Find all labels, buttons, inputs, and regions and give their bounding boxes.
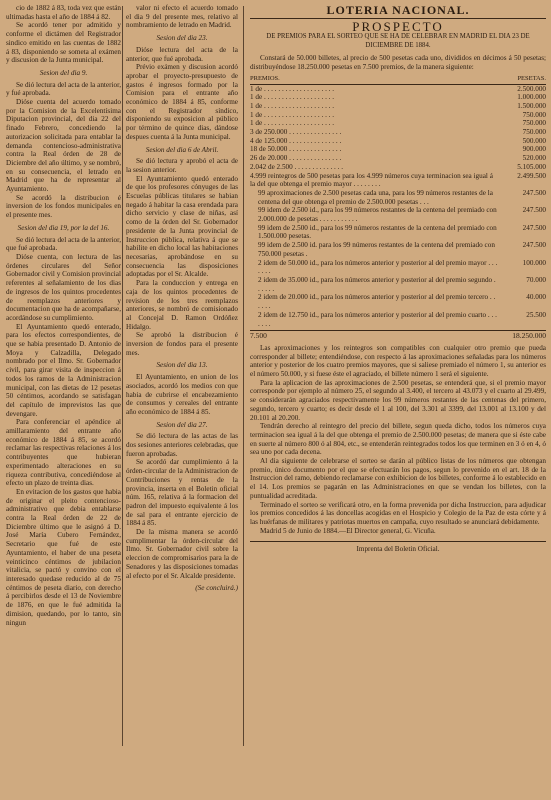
prize-description: 1 de . . . . . . . . . . . . . . . . . . . . (250, 101, 335, 110)
prize-row (250, 128, 546, 137)
paragraph: El Ayuntamiento quedó enterado, para los efectos correspondientes, de que se habia presentado D. Antonio de Moya y Calzadilla, Delegado nombrado por el Ilmo. Sr. Gobernador civil, para girar visita de inspeccion á todos los ramos de la Administracion municipal, con las dietas de 12 pesetas 50 céntimos, acordando se satisfagan del capítulo de imprevistos las que devengare. (6, 322, 121, 418)
prize-row (250, 224, 546, 241)
total-row (250, 330, 546, 341)
prize-amount: 520.000 (522, 154, 546, 163)
prize-description: 99 idem de 2.500 id., para los 99 números restantes de la centena del premiado con 2.000.000 de pesetas . . . . . . . . . . . (258, 206, 497, 224)
prize-description: 1 de . . . . . . . . . . . . . . . . . . . . (250, 119, 335, 128)
prize-amount: 5.105.000 (517, 162, 546, 171)
session-heading: Sesion del dia 6 de Abril. (145, 145, 219, 154)
prize-amount: 750.000 (522, 128, 546, 137)
prospectus-heading: PROSPECTO (352, 18, 444, 34)
prize-row (250, 102, 546, 111)
paragraph: Dióse cuenta del acuerdo tomado por la Comision de la Excelentísima Diputacion provincial, del dia 22 del finado Febrero, concediendo la autorizacion solicitada para entablar la demanda contencioso-administrativa contra la Real órden de 28 de Diciembre del año último, y se nombró, en su consecuencia, el letrado en Madrid que ha de representar al Ayuntamiento. (6, 98, 121, 194)
paragraph: En evitacion de los gastos que habia de originar el pleito contencioso-administrativo que debia entablarse contra la Real órden de 22 de Diciembre último que le asignó á D. José María Cubero Fernández, Secretario que fué de este Ayuntamiento, el haber de una peseta veinticinco céntimos de jubilacion vitalicia, se pactó y convino con el interesado quedase reducido al de 75 céntimos de peseta diario, con derecho á percibirlos desde el 13 de Noviembre de 1876, en que le fué admitida la dimision, quedando, por lo tanto, sin ningun (6, 487, 121, 627)
condition-paragraph: Para la aplicacion de las aproximaciones de 2.500 pesetas, se entenderá que, si el premio mayor corresponde por ejemplo al número 25, el segundo al 3.400, el tercero al 43.073 y el cuarto al 29.499, se considerarán agraciados respectivamente los 99 números restantes de las centenas del primero, segundo, tercero y cuarto; es decir desde el 1 al 100, del 3.301 al 3399, del 13.001 al 13.100 y del 20.101 al 20.200. (250, 378, 546, 422)
prize-amount: 750.000 (522, 119, 546, 128)
condition-paragraph: Al dia siguiente de celebrarse el sorteo se darán al público listas de los números que obtengan premio, único documento por el que se efectuarán los pagos, segun lo prevenido en el art. 18 de la Instruccion del ramo, debiendo reclamarse con exhibicion de los billetes, conforme á lo establecido en el 14. Los premios se pagarán en las Administraciones en que se vendan los billetes, con la puntualidad acreditada. (250, 457, 546, 500)
prize-description: 2 idem de 20.000 id., para los números anterior y posterior al del premio tercero . . . . . . (258, 293, 496, 311)
column-divider (122, 6, 123, 746)
prize-description: 99 idem de 2.500 id. para los 99 números restantes de la centena del premiado con 750.000 pesetas . (258, 241, 495, 258)
signoff: Madrid 5 de Junio de 1884.—El Director general, G. Vicuña. (260, 526, 436, 535)
column-2 (126, 4, 238, 596)
prize-amount: 247.500 (522, 188, 546, 197)
paragraph: Se acordó tener por admitido y conforme el dictámen del Registrador sindico emitido en las cuentas de 1882 á 83, disponiendo se someta al exámen y discusion de la Junta municipal. (6, 21, 121, 65)
prize-row (250, 163, 546, 172)
prize-amount: 70.000 (526, 275, 546, 284)
prize-row (250, 206, 546, 223)
paragraph: Se dió lectura de las actas de las dos sesiones anteriores celebradas, que fueron aprobadas. (126, 432, 238, 458)
prize-amount: 1.000.000 (517, 93, 546, 102)
paragraph: Para conferenciar el apéndice al amillaramiento del entrante año económico de 1884 á 85, se acordó reclamar las respectivas relaciones á los contribuyentes que hubieran experimentado alteraciones en su riqueza contributiva, concediéndose al efecto un plazo de treinta dias. (6, 418, 121, 488)
prize-row (250, 172, 546, 189)
total-amount: 18.250.000 (512, 331, 546, 341)
prize-amount: 500.000 (522, 136, 546, 145)
paragraph: Se acordó la distribucion é inversion de los fondos municipales en el presente mes. (6, 193, 121, 220)
session-heading: Sesion del dia 27. (156, 420, 208, 429)
prize-description: 99 idem de 2.500 id., para los 99 números restantes de la centena del premiado con 1.500.000 pesetas. (258, 223, 497, 241)
prize-description: 3 de 250.000 . . . . . . . . . . . . . . . (250, 128, 342, 137)
prize-description: 26 de 20.000 . . . . . . . . . . . . . . . (250, 154, 342, 163)
prize-row (250, 189, 546, 206)
prize-amount: 247.500 (522, 223, 546, 232)
session-heading: Sesion del dia 9. (39, 68, 88, 77)
prize-table (250, 85, 546, 329)
paragraph: (Se concluirá.) (195, 584, 238, 593)
prize-amount: 100.000 (522, 258, 546, 267)
total-prizes: 7.500 (250, 331, 267, 341)
prize-description: 1 de . . . . . . . . . . . . . . . . . . . . (250, 93, 335, 102)
prize-row (250, 111, 546, 120)
prize-amount: 1.500.000 (517, 101, 546, 110)
prize-row (250, 85, 546, 94)
paragraph: Prévio exámen y discusion acordó aprobar el proyecto-presupuesto de gastos é ingresos formado por la Comision para el entrante año económico de 1884 á 85, conforme con el Registrador síndico, disponiendo su exposicion al público por término de quince dias, dándose despues cuenta á la Junta municipal. (126, 63, 238, 141)
section-title: LOTERIA NACIONAL. (326, 3, 470, 17)
paragraph: valor ni efecto el acuerdo tomado el dia 9 del presente mes, relativo al nombramiento de letrado en Madrid. (126, 4, 238, 30)
premios-header: PREMIOS. (250, 74, 280, 82)
prize-row (250, 137, 546, 146)
paragraph: Se dió lectura del acta de la anterior, y fué aprobada. (6, 80, 121, 98)
intro-paragraph: Constará de 50.000 billetes, al precio de 500 pesetas cada uno, divididos en décimos á 50 pesetas; distribuyéndose 18.250.000 pesetas en 7.500 premios, de la manera siguiente: (250, 54, 546, 72)
prize-row (250, 259, 546, 276)
prize-row (250, 154, 546, 163)
imprint: Imprenta del Boletin Oficial. (250, 541, 546, 554)
session-heading: Sesion del dia 19, por la del 16. (17, 223, 110, 232)
prize-row (250, 293, 546, 310)
prize-row (250, 276, 546, 293)
prize-amount: 900.000 (522, 145, 546, 154)
session-heading: Sesion del dia 13. (156, 361, 208, 370)
prize-amount: 40.000 (526, 293, 546, 302)
prize-row (250, 93, 546, 102)
prize-description: 4 de 125.000 . . . . . . . . . . . . . . . (250, 136, 342, 145)
paragraph: Dióse lectura del acta de la anterior, que fué aprobada. (126, 45, 238, 63)
paragraph: Se dió lectura del acta de la anterior, que fué aprobada. (6, 235, 121, 253)
prize-amount: 247.500 (522, 241, 546, 250)
prize-row (250, 145, 546, 154)
prize-amount: 2.500.000 (517, 84, 546, 93)
prize-description: 2 idem de 50.000 id., para los números anterior y posterior al del premio mayor . . . . . . . (258, 258, 498, 276)
prize-description: 2 idem de 35.000 id., para los números anterior y posterior al del premio segundo . . . . . . (258, 275, 496, 293)
conditions-text (250, 344, 546, 527)
prospectus-subtitle: DE PREMIOS PARA EL SORTEO QUE SE HA DE CELEBRAR EN MADRID EL DIA 23 DE DICIEMBRE DE 1884. (266, 33, 530, 49)
condition-paragraph: Terminado el sorteo se verificará otro, en la forma prevenida por dicha Instruccion, para adjudicar los premios concedidos á las doncellas acogidas en el Hospicio y Colegio de la Paz de esta córte y á las huérfanas de militares y patriotas muertos en campaña, cuyo resultado se anunciará debidamente. (250, 500, 546, 526)
prize-description: 99 aproximaciones de 2.500 pesetas cada una, para los 99 números restantes de la centena del que obtenga el premio de 2.500.000 pesetas . . . (258, 188, 493, 206)
prize-description: 2 idem de 12.750 id., para los números anterior y posterior al del premio cuarto . . . . . . . (258, 310, 497, 328)
prize-amount: 25.500 (526, 310, 546, 319)
paragraph: De la misma manera se acordó cumplimentar la órden-circular del Ilmo. Sr. Gobernador civil sobre la eleccion de compromisarios para la de Senadores y las disposiciones tomadas al efecto por el Sr. Alcalde presidente. (126, 528, 238, 580)
paragraph: Dióse cuenta, con lectura de las órdenes circulares del Señor Gobernador civil y Comision provincial referentes al señalamiento de los dias de ingresos de los quintos procedentes de reemplazos anteriores y documentacion que ha de acompañarse, acordándose su cumplimiento. (6, 252, 121, 322)
paragraph: El Ayuntamiento quedó enterado de que los profesores cónyuges de las Escuelas públicas titulares se habian negado á habitar la casa erendada para dicho servicio y clase de niñas, así como de la órden del Sr. Gobernador presidente de la Junta provincial de Instruccion pública, relativa á que se habilite en dicho local las habitaciones necesarias, aprobándose en su consecuencia las disposiciones adoptadas por el Sr. Alcalde. (126, 174, 238, 279)
prize-row (250, 241, 546, 258)
condition-paragraph: Tendrán derecho al reintegro del precio del billete, segun queda dicho, todos los números cuya terminacion sea igual á la del que obtenga el premio de 2.500.000 pesetas; de manera que si éste cabe en suerte al número 800 ó al 804, etc., se entenderán reintegrados todos los que terminen en 3 ó en 4, ó sea uno por cada decena. (250, 422, 546, 457)
prize-row (250, 311, 546, 328)
prize-amount: 247.500 (522, 206, 546, 215)
prize-amount: 750.000 (522, 110, 546, 119)
paragraph: Se aprobó la distribucion é inversion de fondos para el presente mes. (126, 331, 238, 357)
prize-description: 2.042 de 2.500 . . . . . . . . . . . . . . (250, 162, 344, 171)
prize-table-header (250, 75, 546, 85)
prize-description: 1 de . . . . . . . . . . . . . . . . . . . . (250, 84, 335, 93)
pesetas-header: PESETAS. (517, 74, 546, 82)
column-3-lottery (250, 4, 546, 554)
prize-amount: 2.499.500 (517, 171, 546, 180)
paragraph: cio de 1882 á 83, toda vez que están ultimadas hasta el año de 1884 á 82. (6, 4, 121, 21)
prize-description: 1 de . . . . . . . . . . . . . . . . . . . . (250, 110, 335, 119)
paragraph: Para la conduccion y entrega en caja de los quintos procedentes de revision de los tres reemplazos anteriores, se nombró de comisionado al Concejal D. Ramon Ordóñez Hidalgo. (126, 279, 238, 331)
prize-description: 4.999 reintegros de 500 pesetas para los 4.999 números cuya terminacion sea igual á la del que obtenga el premio mayor . . . . . . . . (250, 171, 493, 189)
condition-paragraph: Las aproximaciones y los reintegros son compatibles con cualquier otro premio que pueda corresponder al billete; entendiéndose, con respecto á las aproximaciones señaladas para los números anterior y posterior de los cuatro premios mayores, que si saliese premiado el número 1, su anterior es el número 50.000, y si fuese éste el agraciado, el billete número 1 será el siguiente. (250, 343, 546, 379)
prize-row (250, 119, 546, 128)
paragraph: Se acordó dar cumplimiento á la órden-circular de la Administracion de Contribuciones y rentas de la provincia, inserta en el Boletin oficial núm. 165, relativa á la formacion del padron del impuesto equivalente á los de sal para el entrante ejercicio de 1884 á 85. (126, 458, 238, 528)
column-1 (6, 4, 121, 627)
paragraph: Se dió lectura y aprobó el acta de la sesion anterior. (126, 157, 238, 174)
session-heading: Sesion del dia 23. (156, 34, 208, 43)
prize-description: 18 de 50.000 . . . . . . . . . . . . . . . (250, 145, 342, 154)
column-divider (243, 6, 244, 746)
paragraph: El Ayuntamiento, en union de los asociados, acordó los medios con que habia de cubrirse el encabezamiento de consumos y cereales del entrante año económico de 1884 á 85. (126, 373, 238, 416)
